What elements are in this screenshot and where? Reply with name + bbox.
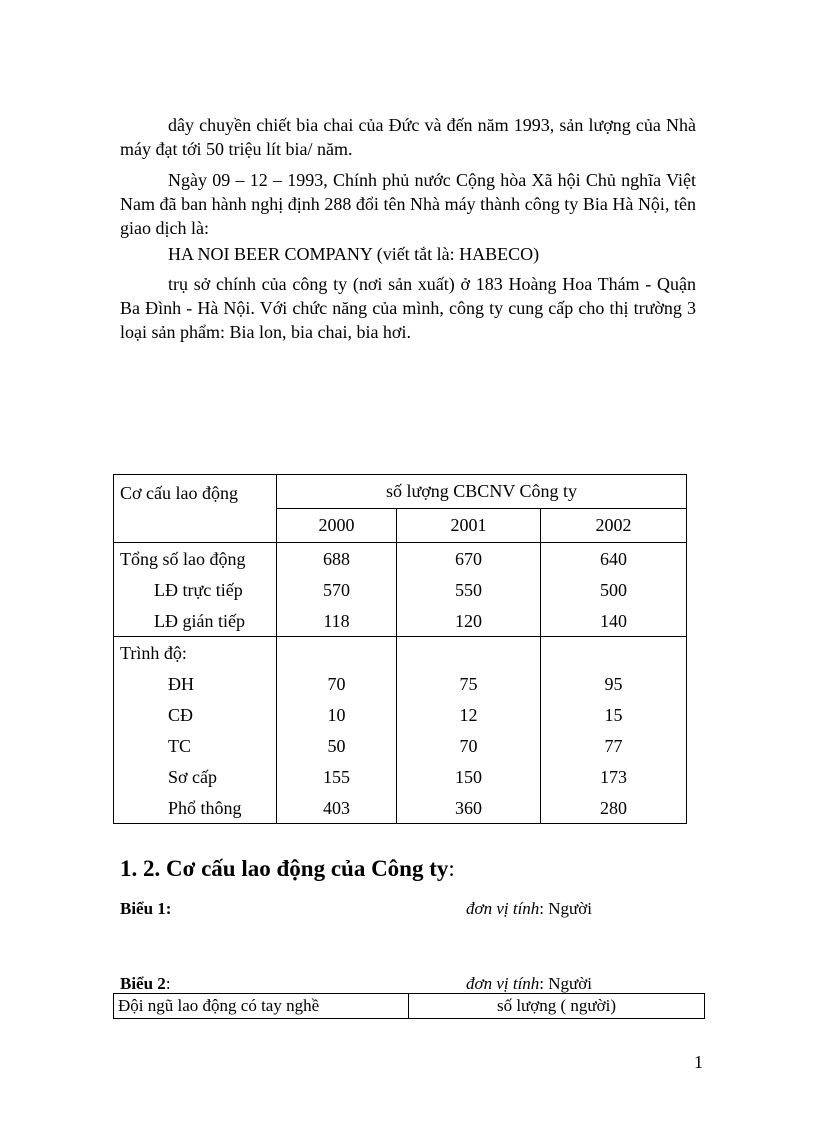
cell-value: 15 [541, 699, 687, 730]
table-row [114, 637, 687, 669]
bieu-2-unit [466, 974, 592, 994]
year-header: 2000 [277, 509, 397, 543]
table-row [114, 574, 687, 605]
paragraph-1: dây chuyền chiết bia chai của Đức và đến năm 1993, sản lượng của Nhà máy đạt tới 50 triệu lít bia/ năm. [120, 115, 696, 159]
table-header-row [114, 994, 705, 1019]
skilled-labor-table [113, 993, 705, 1019]
cell-value: 75 [397, 668, 541, 699]
table-row [114, 605, 687, 637]
cell-value: 403 [277, 792, 397, 824]
cell-value: 77 [541, 730, 687, 761]
paragraph-4: trụ sở chính của công ty (nơi sản xuất) ở 183 Hoàng Hoa Thám - Quận Ba Đình - Hà Nội. Với chức năng của mình, công ty cung cấp cho thị trường 3 loại sản phẩm: Bia lon, bia chai, bia hơi. [120, 274, 696, 342]
cell-value: 550 [397, 574, 541, 605]
section-heading-colon: : [448, 856, 455, 881]
table-row [114, 792, 687, 824]
column-header-labor-structure: Cơ cấu lao động [114, 475, 277, 543]
table-row [114, 543, 687, 575]
table-row [114, 761, 687, 792]
cell-value: 140 [541, 605, 687, 637]
cell-value: 640 [541, 543, 687, 575]
section-heading [120, 856, 455, 882]
bieu-1-label [120, 899, 171, 919]
column-group-header: số lượng CBCNV Công ty [277, 475, 687, 509]
cell-value [277, 637, 397, 669]
cell-value [541, 637, 687, 669]
unit-label: đơn vị tính [466, 899, 540, 918]
row-label: LĐ trực tiếp [114, 574, 277, 605]
table-row [114, 730, 687, 761]
cell-value: 50 [277, 730, 397, 761]
bieu-2-label-suffix: : [165, 974, 171, 993]
bieu-1-unit [466, 899, 592, 919]
column-header-quantity: số lượng ( người) [409, 994, 705, 1019]
table-row [114, 699, 687, 730]
row-label: CĐ [114, 699, 277, 730]
paragraph-2: Ngày 09 – 12 – 1993, Chính phủ nước Cộng hòa Xã hội Chủ nghĩa Việt Nam đã ban hành nghị định 288 đổi tên Nhà máy thành công ty Bia Hà Nội, tên giao dịch là: [120, 170, 696, 238]
unit-value: : Người [539, 974, 592, 993]
bieu-1-label-text: Biểu 1: [120, 899, 172, 918]
page-number: 1 [694, 1052, 703, 1072]
cell-value: 95 [541, 668, 687, 699]
cell-value: 70 [397, 730, 541, 761]
labor-structure-table [113, 474, 687, 824]
cell-value: 500 [541, 574, 687, 605]
paragraph-3: HA NOI BEER COMPANY (viết tắt là: HABECO) [168, 244, 540, 264]
row-label: Sơ cấp [114, 761, 277, 792]
cell-value: 280 [541, 792, 687, 824]
cell-value: 150 [397, 761, 541, 792]
cell-value: 12 [397, 699, 541, 730]
cell-value [397, 637, 541, 669]
cell-value: 570 [277, 574, 397, 605]
unit-value: : Người [539, 899, 592, 918]
cell-value: 688 [277, 543, 397, 575]
year-header: 2001 [397, 509, 541, 543]
cell-value: 70 [277, 668, 397, 699]
cell-value: 360 [397, 792, 541, 824]
row-label: Tổng số lao động [114, 543, 277, 575]
column-header-skilled-labor: Đội ngũ lao động có tay nghề [114, 994, 409, 1019]
table-header-row [114, 475, 687, 509]
cell-value: 173 [541, 761, 687, 792]
section-heading-text: 1. 2. Cơ cấu lao động của Công ty [120, 856, 449, 881]
year-header: 2002 [541, 509, 687, 543]
row-label: LĐ gián tiếp [114, 605, 277, 637]
bieu-2-label-text: Biểu 2 [120, 974, 166, 993]
row-label: TC [114, 730, 277, 761]
row-label: ĐH [114, 668, 277, 699]
row-label: Trình độ: [114, 637, 277, 669]
table-row [114, 668, 687, 699]
cell-value: 120 [397, 605, 541, 637]
row-label: Phổ thông [114, 792, 277, 824]
cell-value: 118 [277, 605, 397, 637]
cell-value: 670 [397, 543, 541, 575]
cell-value: 155 [277, 761, 397, 792]
bieu-2-label [120, 974, 171, 994]
unit-label: đơn vị tính [466, 974, 540, 993]
cell-value: 10 [277, 699, 397, 730]
